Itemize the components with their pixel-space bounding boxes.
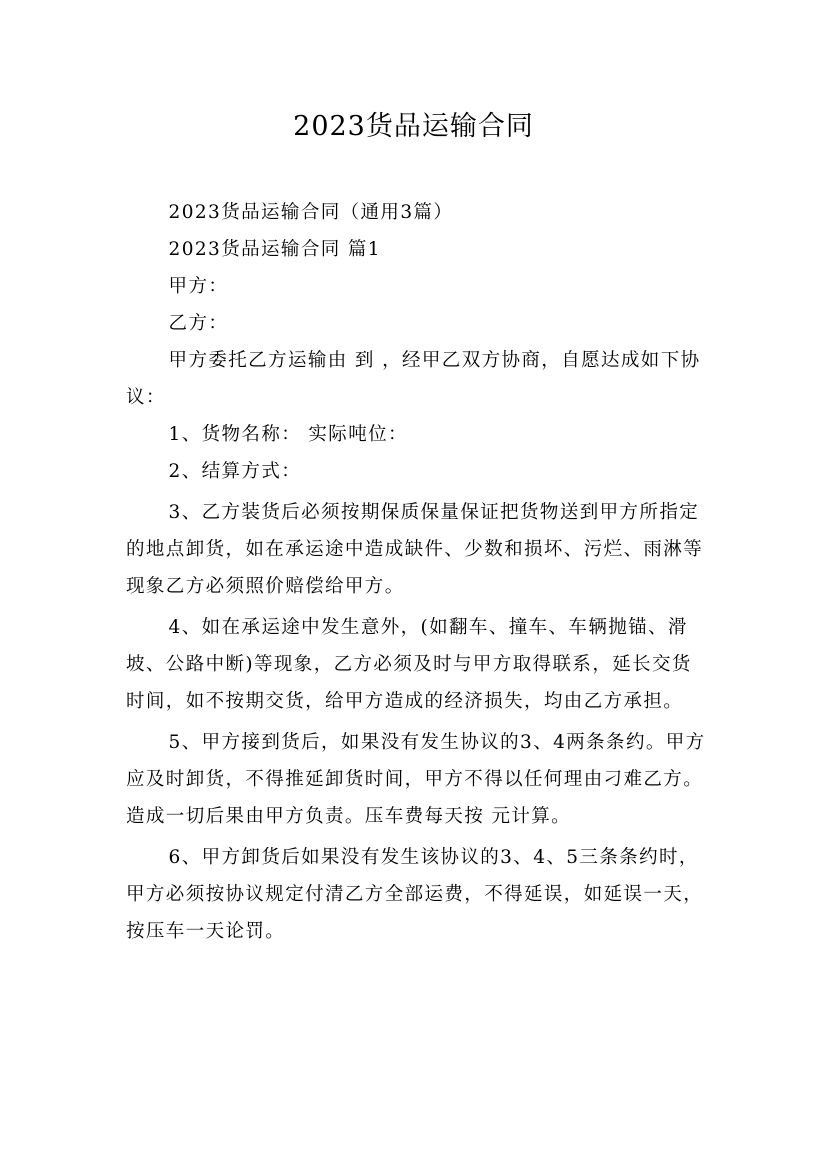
paragraph-party-b: 乙方： <box>168 313 229 334</box>
paragraph-clause-2: 2、结算方式： <box>168 461 302 482</box>
document-body <box>126 194 710 950</box>
paragraph-clause-6: 6、甲方卸货后如果没有发生该协议的3、4、5三条条约时，甲方必须按协议规定付清乙方全部运费，不得延误，如延误一天，按压车一天论罚。 <box>126 847 704 942</box>
paragraph-section-heading: 2023货品运输合同 篇1 <box>168 239 381 260</box>
paragraph-clause-1: 1、货物名称： 实际吨位： <box>168 424 408 445</box>
document-title: 2023货品运输合同 <box>293 111 534 142</box>
paragraph-intro: 甲方委托乙方运输由 到 ，经甲乙双方协商，自愿达成如下协议： <box>126 350 701 408</box>
paragraph-party-a: 甲方： <box>168 276 229 297</box>
paragraph-subtitle: 2023货品运输合同（通用3篇） <box>168 202 454 223</box>
paragraph-clause-4: 4、如在承运途中发生意外，(如翻车、撞车、车辆抛锚、滑坡、公路中断)等现象，乙方必须及时与甲方取得联系，延长交货时间，如不按期交货，给甲方造成的经济损失，均由乙方承担。 <box>126 617 692 712</box>
paragraph-clause-3: 3、乙方装货后必须按期保质保量保证把货物送到甲方所指定的地点卸货，如在承运途中造成缺件、少数和损坏、污烂、雨淋等现象乙方必须照价赔偿给甲方。 <box>126 502 704 597</box>
paragraph-clause-5: 5、甲方接到货后，如果没有发生协议的3、4两条条约。甲方应及时卸货，不得推延卸货时间，甲方不得以任何理由刁难乙方。造成一切后果由甲方负责。压车费每天按 元计算。 <box>126 732 706 827</box>
